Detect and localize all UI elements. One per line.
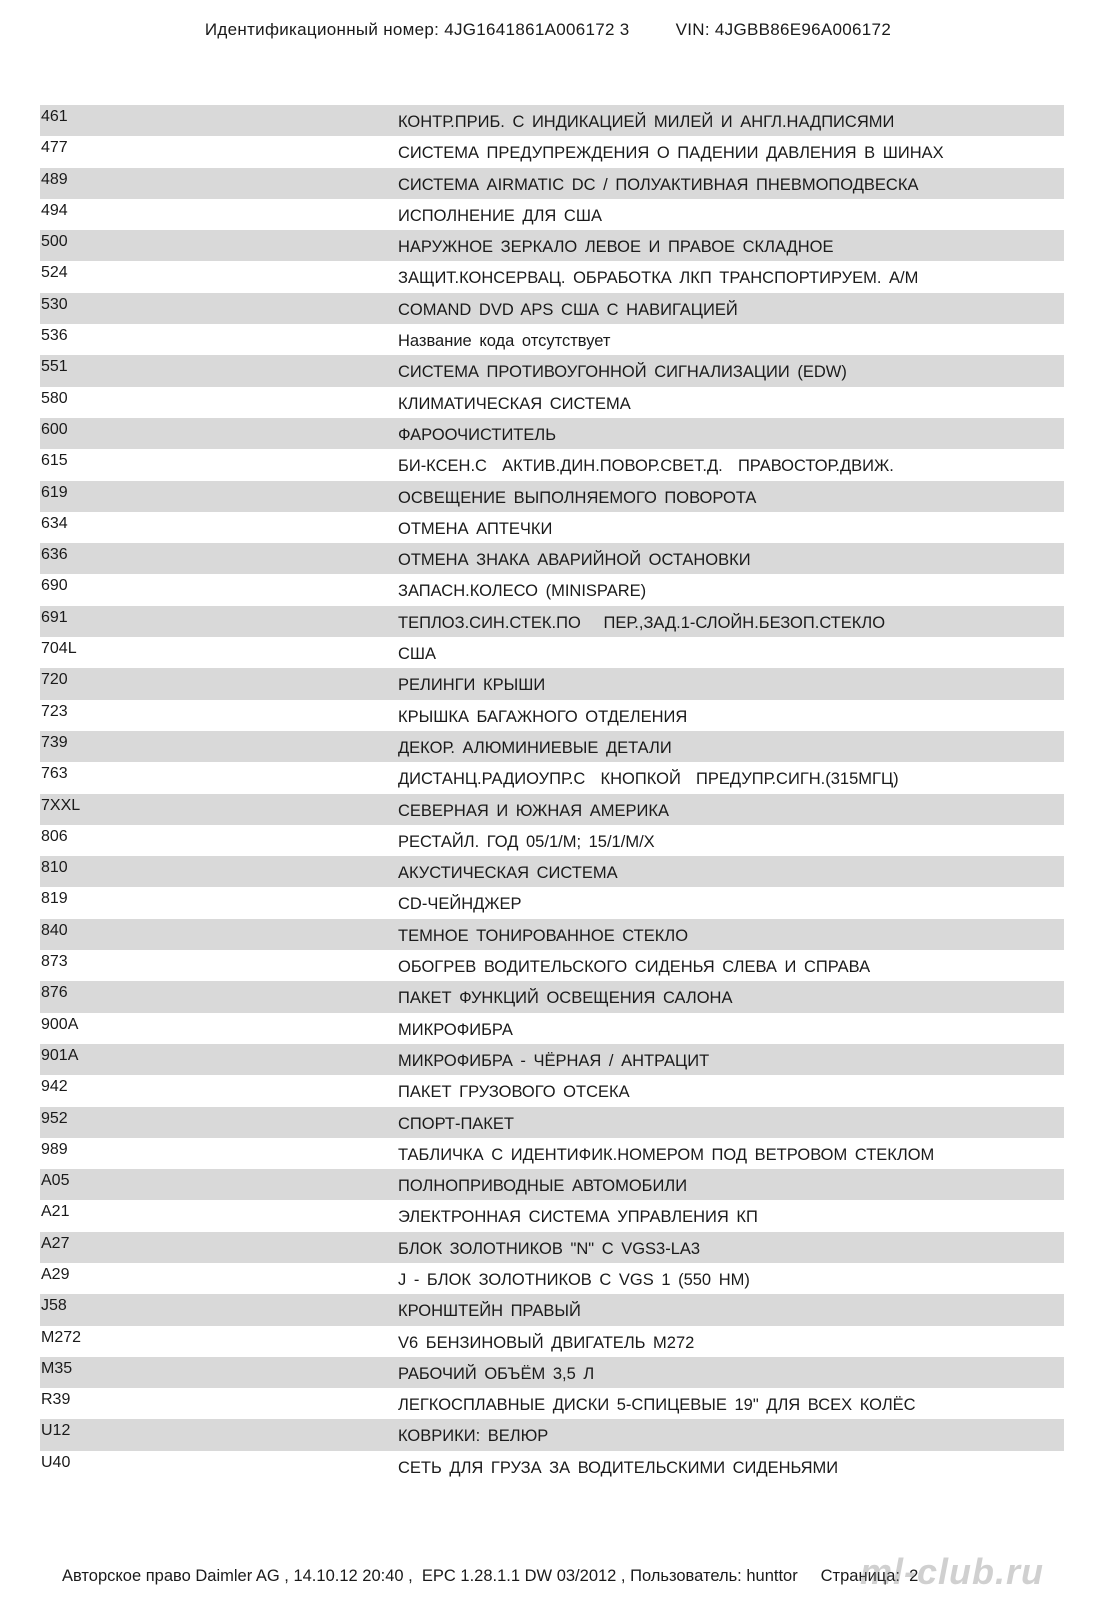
option-code: 900A xyxy=(41,1015,79,1033)
table-row xyxy=(40,700,1064,731)
option-description: ЛЕГКОСПЛАВНЫЕ ДИСКИ 5-СПИЦЕВЫЕ 19" ДЛЯ ВСЕХ КОЛЁС xyxy=(398,1396,916,1415)
table-row xyxy=(40,981,1064,1012)
vin-value: 4JGBB86E96A006172 xyxy=(714,20,892,39)
page-header xyxy=(0,20,1096,40)
option-code: R39 xyxy=(41,1391,71,1409)
option-code: 876 xyxy=(41,984,68,1002)
option-description: COMAND DVD APS США С НАВИГАЦИЕЙ xyxy=(398,300,738,319)
option-code: 500 xyxy=(41,233,68,251)
option-code: 536 xyxy=(41,327,68,345)
option-description: Название кода отсутствует xyxy=(398,332,611,351)
option-description: КОНТР.ПРИБ. С ИНДИКАЦИЕЙ МИЛЕЙ И АНГЛ.НАДПИСЯМИ xyxy=(398,113,895,131)
option-code: 873 xyxy=(41,953,68,971)
option-code: J58 xyxy=(41,1297,67,1315)
table-row xyxy=(40,794,1064,825)
option-description: СЕВЕРНАЯ И ЮЖНАЯ АМЕРИКА xyxy=(398,801,670,820)
option-description: ЗАПАСН.КОЛЕСО (MINISPARE) xyxy=(398,582,647,601)
option-description: ОСВЕЩЕНИЕ ВЫПОЛНЯЕМОГО ПОВОРОТА xyxy=(398,488,757,507)
option-code: 634 xyxy=(41,514,68,532)
option-code: 952 xyxy=(41,1109,68,1127)
id-label: Идентификационный номер: xyxy=(204,20,440,39)
option-description: ОТМЕНА АПТЕЧКИ xyxy=(398,519,553,538)
option-description: СИСТЕМА AIRMATIC DC / ПОЛУАКТИВНАЯ ПНЕВМОПОДВЕСКА xyxy=(398,175,919,194)
table-row xyxy=(40,1357,1064,1388)
table-row xyxy=(40,261,1064,292)
option-code: 477 xyxy=(41,139,68,157)
option-code: 524 xyxy=(41,264,68,282)
table-row xyxy=(40,1326,1064,1357)
table-row xyxy=(40,449,1064,480)
table-row xyxy=(40,199,1064,230)
option-description: ПАКЕТ ГРУЗОВОГО ОТСЕКА xyxy=(398,1083,630,1102)
table-row xyxy=(40,1419,1064,1450)
option-code: 489 xyxy=(41,170,68,188)
option-description: ОБОГРЕВ ВОДИТЕЛЬСКОГО СИДЕНЬЯ СЛЕВА И СПРАВА xyxy=(398,958,871,977)
option-code: 461 xyxy=(41,108,68,125)
option-code: 806 xyxy=(41,827,68,845)
table-row xyxy=(40,574,1064,605)
option-description: ИСПОЛНЕНИЕ ДЛЯ США xyxy=(398,206,602,225)
option-code: 723 xyxy=(41,702,68,720)
table-row xyxy=(40,355,1064,386)
table-row xyxy=(40,887,1064,918)
option-code: 763 xyxy=(41,765,68,783)
option-code: 580 xyxy=(41,389,68,407)
table-row xyxy=(40,418,1064,449)
option-description: РЕСТАЙЛ. ГОД 05/1/М; 15/1/М/Х xyxy=(398,832,655,851)
table-row xyxy=(40,668,1064,699)
table-row xyxy=(40,324,1064,355)
table-row xyxy=(40,105,1064,136)
option-description: КРОНШТЕЙН ПРАВЫЙ xyxy=(398,1302,581,1321)
option-code: A29 xyxy=(41,1265,70,1283)
table-row xyxy=(40,1451,1064,1482)
table-row xyxy=(40,1044,1064,1075)
table-row xyxy=(40,387,1064,418)
id-value: 4JG1641861A006172 3 xyxy=(444,20,630,39)
option-code: 551 xyxy=(41,358,68,376)
option-description: НАРУЖНОЕ ЗЕРКАЛО ЛЕВОЕ И ПРАВОЕ СКЛАДНОЕ xyxy=(398,238,834,257)
option-code: 619 xyxy=(41,483,68,501)
option-code: 819 xyxy=(41,890,68,908)
option-description: США xyxy=(398,645,437,664)
table-row xyxy=(40,1232,1064,1263)
option-description: МИКРОФИБРА xyxy=(398,1020,513,1039)
option-code: 810 xyxy=(41,859,68,877)
table-row xyxy=(40,606,1064,637)
table-row xyxy=(40,1138,1064,1169)
option-code: 494 xyxy=(41,201,68,219)
option-description: МИКРОФИБРА - ЧЁРНАЯ / АНТРАЦИТ xyxy=(398,1051,710,1070)
option-description: СИСТЕМА ПРЕДУПРЕЖДЕНИЯ О ПАДЕНИИ ДАВЛЕНИЯ В ШИНАХ xyxy=(398,144,944,163)
option-code: 942 xyxy=(41,1078,68,1096)
option-code: 739 xyxy=(41,733,68,751)
table-row xyxy=(40,731,1064,762)
table-row xyxy=(40,637,1064,668)
table-row xyxy=(40,1263,1064,1294)
table-row xyxy=(40,856,1064,887)
option-description: ФАРООЧИСТИТЕЛЬ xyxy=(398,425,557,444)
option-description: СЕТЬ ДЛЯ ГРУЗА ЗА ВОДИТЕЛЬСКИМИ СИДЕНЬЯМИ xyxy=(398,1458,839,1477)
table-row xyxy=(40,136,1064,167)
option-description: ПАКЕТ ФУНКЦИЙ ОСВЕЩЕНИЯ САЛОНА xyxy=(398,989,733,1008)
option-code: 615 xyxy=(41,452,68,470)
option-description: ТЕМНОЕ ТОНИРОВАННОЕ СТЕКЛО xyxy=(398,926,689,945)
option-description: J - БЛОК ЗОЛОТНИКОВ С VGS 1 (550 НМ) xyxy=(398,1270,750,1289)
table-row xyxy=(40,543,1064,574)
table-row xyxy=(40,481,1064,512)
option-code: A21 xyxy=(41,1203,70,1221)
option-description: РАБОЧИЙ ОБЪЁМ 3,5 Л xyxy=(398,1364,595,1383)
table-row xyxy=(40,168,1064,199)
page-footer: Авторское право Daimler AG , 14.10.12 20:40 , EPC 1.28.1.1 DW 03/2012 , Пользователь: hunttor Страница: 2 xyxy=(62,1567,919,1585)
option-code: U40 xyxy=(41,1453,71,1471)
option-description: V6 БЕНЗИНОВЫЙ ДВИГАТЕЛЬ M272 xyxy=(398,1333,695,1352)
option-code: M272 xyxy=(41,1328,82,1346)
option-description: РЕЛИНГИ КРЫШИ xyxy=(398,676,546,695)
table-row xyxy=(40,1388,1064,1419)
option-description: ТАБЛИЧКА С ИДЕНТИФИК.НОМЕРОМ ПОД ВЕТРОВОМ СТЕКЛОМ xyxy=(398,1145,935,1164)
table-row xyxy=(40,230,1064,261)
table-row xyxy=(40,1075,1064,1106)
table-row xyxy=(40,825,1064,856)
option-description: АКУСТИЧЕСКАЯ СИСТЕМА xyxy=(398,864,618,883)
option-description: КЛИМАТИЧЕСКАЯ СИСТЕМА xyxy=(398,394,631,413)
table-row xyxy=(40,1013,1064,1044)
option-code: A05 xyxy=(41,1172,70,1190)
table-row xyxy=(40,1107,1064,1138)
watermark: ml-club.ru xyxy=(860,1551,1045,1592)
option-description: БИ-КСЕН.С АКТИВ.ДИН.ПОВОР.СВЕТ.Д. ПРАВОСТОР.ДВИЖ. xyxy=(398,457,894,476)
option-description: ОТМЕНА ЗНАКА АВАРИЙНОЙ ОСТАНОВКИ xyxy=(398,551,751,570)
option-code: 636 xyxy=(41,546,68,564)
table-row xyxy=(40,1169,1064,1200)
option-description: СИСТЕМА ПРОТИВОУГОННОЙ СИГНАЛИЗАЦИИ (EDW) xyxy=(398,363,847,382)
option-description: CD-ЧЕЙНДЖЕР xyxy=(398,895,522,914)
table-row xyxy=(40,950,1064,981)
option-description: КОВРИКИ: ВЕЛЮР xyxy=(398,1427,549,1446)
option-code: 690 xyxy=(41,577,68,595)
option-description: ТЕПЛОЗ.СИН.СТЕК.ПО ПЕР.,ЗАД.1-СЛОЙН.БЕЗОП.СТЕКЛО xyxy=(398,613,886,632)
table-row xyxy=(40,1294,1064,1325)
table-row xyxy=(40,762,1064,793)
option-code: U12 xyxy=(41,1422,71,1440)
option-description: ДИСТАНЦ.РАДИОУПР.С КНОПКОЙ ПРЕДУПР.СИГН.(315МГЦ) xyxy=(398,770,899,789)
option-description: КРЫШКА БАГАЖНОГО ОТДЕЛЕНИЯ xyxy=(398,707,688,726)
option-description: ПОЛНОПРИВОДНЫЕ АВТОМОБИЛИ xyxy=(398,1177,688,1196)
option-code: 901A xyxy=(41,1046,79,1064)
option-code: 600 xyxy=(41,420,68,438)
option-code: A27 xyxy=(41,1234,70,1252)
vin-label: VIN: xyxy=(675,20,710,39)
option-description: ДЕКОР. АЛЮМИНИЕВЫЕ ДЕТАЛИ xyxy=(398,738,672,757)
option-code: 704L xyxy=(41,640,77,658)
option-description: СПОРТ-ПАКЕТ xyxy=(398,1114,515,1133)
table-row xyxy=(40,1200,1064,1231)
table-row xyxy=(40,293,1064,324)
option-code: M35 xyxy=(41,1359,73,1377)
options-table xyxy=(40,105,1064,1482)
option-code: 989 xyxy=(41,1140,68,1158)
option-description: БЛОК ЗОЛОТНИКОВ "N" С VGS3-LA3 xyxy=(398,1239,701,1258)
option-code: 840 xyxy=(41,921,68,939)
option-code: 530 xyxy=(41,295,68,313)
option-code: 691 xyxy=(41,608,68,626)
option-description: ЭЛЕКТРОННАЯ СИСТЕМА УПРАВЛЕНИЯ КП xyxy=(398,1208,758,1227)
table-row xyxy=(40,919,1064,950)
option-description: ЗАЩИТ.КОНСЕРВАЦ. ОБРАБОТКА ЛКП ТРАНСПОРТИРУЕМ. А/М xyxy=(398,269,919,288)
option-code: 720 xyxy=(41,671,68,689)
table-row xyxy=(40,512,1064,543)
option-code: 7XXL xyxy=(41,796,81,814)
